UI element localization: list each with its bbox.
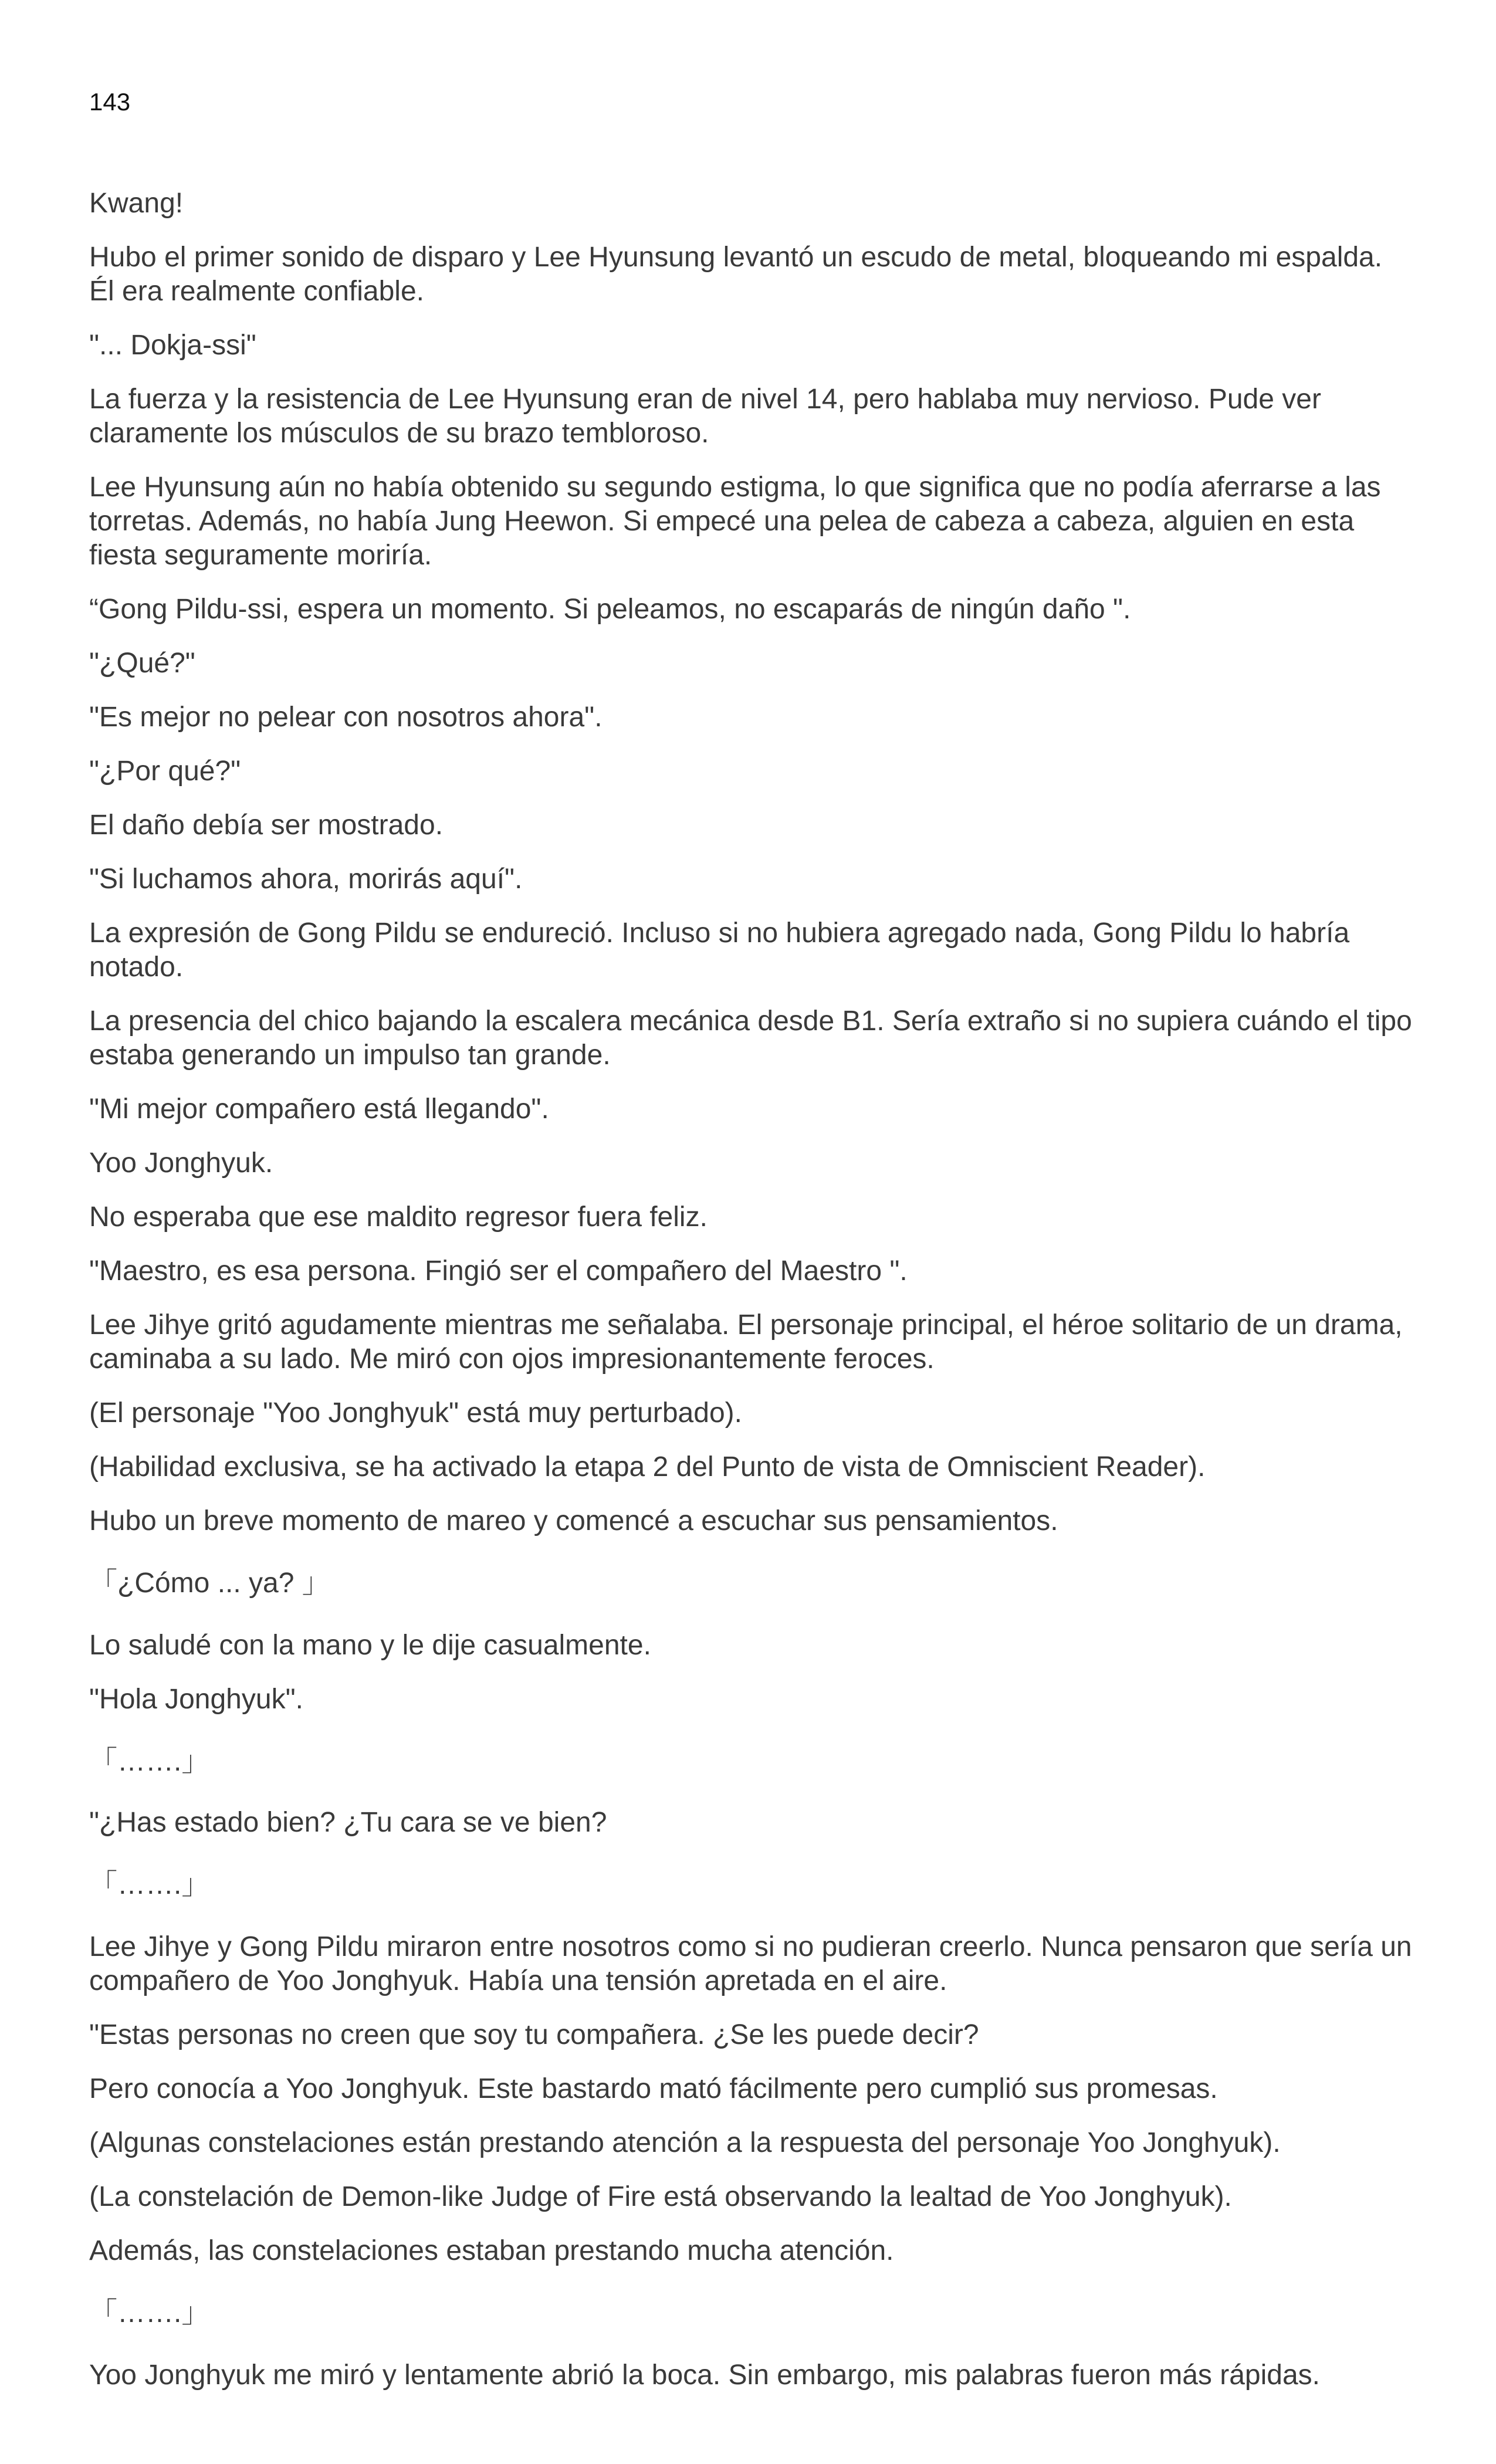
paragraph: "Si luchamos ahora, morirás aquí". <box>89 864 523 895</box>
paragraph: No esperaba que ese maldito regresor fuera feliz. <box>89 1201 708 1233</box>
paragraph: “Gong Pildu-ssi, espera un momento. Si peleamos, no escaparás de ningún daño ". <box>89 594 1131 625</box>
paragraph: El daño debía ser mostrado. <box>89 810 444 841</box>
paragraph: Hubo el primer sonido de disparo y Lee Hyunsung levantó un escudo de metal, bloqueando mi espalda. Él era realmente confiable. <box>89 242 1383 307</box>
paragraph: 「¿Cómo ... ya? 」 <box>89 1568 330 1599</box>
paragraph: 「…….」 <box>89 1869 210 1900</box>
paragraph: "... Dokja-ssi" <box>89 330 256 361</box>
paragraph: Pero conocía a Yoo Jonghyuk. Este bastardo mató fácilmente pero cumplió sus promesas. <box>89 2073 1218 2104</box>
paragraph: Yoo Jonghyuk me miró y lentamente abrió la boca. Sin embargo, mis palabras fueron más rápidas. <box>89 2360 1321 2391</box>
paragraph: Lee Hyunsung aún no había obtenido su segundo estigma, lo que significa que no podía aferrarse a las torretas. Además, no había Jung Heewon. Si empecé una pelea de cabeza a cabeza, alguien en esta fiesta seguramente moriría. <box>89 472 1381 571</box>
paragraph: Hubo un breve momento de mareo y comencé a escuchar sus pensamientos. <box>89 1505 1058 1536</box>
paragraph: La fuerza y la resistencia de Lee Hyunsung eran de nivel 14, pero hablaba muy nervioso. Pude ver claramente los músculos de su brazo tembloroso. <box>89 384 1321 449</box>
paragraph: 「…….」 <box>89 1746 210 1777</box>
paragraph: Lo saludé con la mano y le dije casualmente. <box>89 1630 651 1661</box>
page-number: 143 <box>89 88 131 116</box>
paragraph: 「…….」 <box>89 2297 210 2328</box>
paragraph: (El personaje "Yoo Jonghyuk" está muy perturbado). <box>89 1397 742 1429</box>
paragraph: Kwang! <box>89 188 184 219</box>
paragraph: "Maestro, es esa persona. Fingió ser el compañero del Maestro ". <box>89 1255 908 1287</box>
paragraph: (Algunas constelaciones están prestando atención a la respuesta del personaje Yoo Jonghyuk). <box>89 2127 1281 2158</box>
paragraph: Lee Jihye y Gong Pildu miraron entre nosotros como si no pudieran creerlo. Nunca pensaron que sería un compañero de Yoo Jonghyuk. Había una tensión apretada en el aire. <box>89 1931 1412 1996</box>
paragraph: (La constelación de Demon-like Judge of Fire está observando la lealtad de Yoo Jonghyuk). <box>89 2181 1232 2212</box>
paragraph: Yoo Jonghyuk. <box>89 1148 273 1179</box>
paragraph: La expresión de Gong Pildu se endureció. Incluso si no hubiera agregado nada, Gong Pildu lo habría notado. <box>89 918 1350 983</box>
paragraph: (Habilidad exclusiva, se ha activado la etapa 2 del Punto de vista de Omniscient Reader). <box>89 1451 1206 1483</box>
paragraph: "¿Has estado bien? ¿Tu cara se ve bien? <box>89 1807 607 1838</box>
paragraph: "Mi mejor compañero está llegando". <box>89 1094 549 1125</box>
paragraph: "¿Por qué?" <box>89 756 241 787</box>
paragraph: La presencia del chico bajando la escalera mecánica desde B1. Sería extraño si no supiera cuándo el tipo estaba generando un impulso tan grande. <box>89 1006 1412 1071</box>
paragraph: Además, las constelaciones estaban prestando mucha atención. <box>89 2235 894 2266</box>
paragraph: "¿Qué?" <box>89 648 195 679</box>
paragraph: "Estas personas no creen que soy tu compañera. ¿Se les puede decir? <box>89 2019 979 2050</box>
paragraph: "Hola Jonghyuk". <box>89 1684 303 1715</box>
paragraph: "Es mejor no pelear con nosotros ahora". <box>89 702 603 733</box>
paragraph: Lee Jihye gritó agudamente mientras me señalaba. El personaje principal, el héroe solitario de un drama, caminaba a su lado. Me miró con ojos impresionantemente feroces. <box>89 1309 1403 1375</box>
